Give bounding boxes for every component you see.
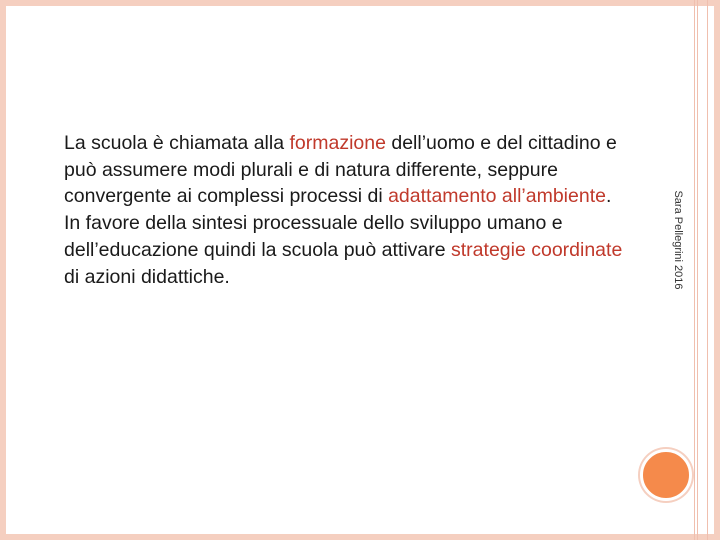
frame-top-bar	[0, 0, 720, 6]
highlighted-term: adattamento all’ambiente	[388, 185, 606, 208]
frame-right-bar	[714, 0, 720, 540]
decorative-circle	[640, 449, 692, 501]
frame-vertical-line	[697, 0, 698, 540]
frame-left-bar	[0, 0, 6, 540]
footer-author-year: Sara Pellegrini 2016	[672, 190, 684, 290]
highlighted-term: strategie coordinate	[451, 238, 623, 261]
frame-bottom-bar	[0, 534, 720, 540]
paragraph-text: di azioni didattiche.	[64, 265, 230, 288]
body-paragraph	[64, 130, 632, 290]
paragraph-text: . In favore della sintesi processuale dello sviluppo umano e dell’educazione quindi la scuola può attivare	[64, 185, 612, 261]
frame-vertical-line	[694, 0, 695, 540]
paragraph-text: dell’uomo e del cittadino e può assumere modi plurali e di natura differente, seppure convergente ai complessi processi di	[64, 132, 617, 208]
paragraph-text: La scuola è chiamata alla	[64, 132, 290, 154]
frame-vertical-line	[707, 0, 708, 540]
highlighted-term: formazione	[289, 132, 386, 154]
